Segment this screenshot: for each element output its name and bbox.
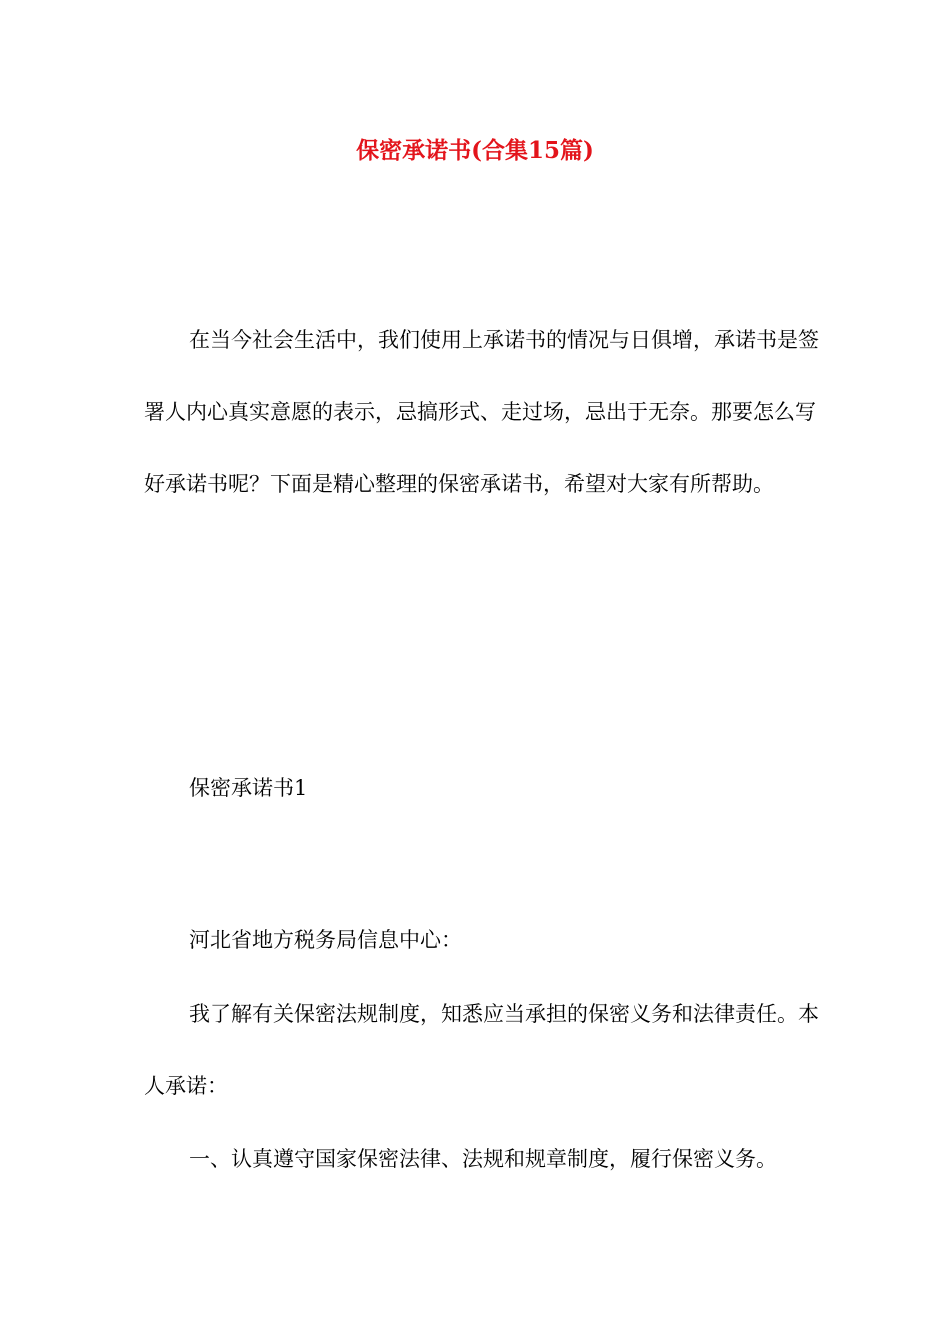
- commitment-intro-paragraph: 我了解有关保密法规制度，知悉应当承担的保密义务和法律责任。本人承诺：: [144, 1002, 819, 1098]
- section-heading: 保密承诺书1: [189, 776, 308, 800]
- document-title: 保密承诺书(合集15篇): [356, 137, 594, 164]
- intro-paragraph: 在当今社会生活中，我们使用上承诺书的情况与日俱增，承诺书是签署人内心真实意愿的表示，忌搞形式、走过场，忌出于无奈。那要怎么写好承诺书呢？下面是精心整理的保密承诺书，希望对大家有所帮助。: [144, 328, 819, 496]
- recipient-line: 河北省地方税务局信息中心：: [189, 928, 462, 952]
- commitment-item: 一、认真遵守国家保密法律、法规和规章制度，履行保密义务。: [189, 1147, 777, 1171]
